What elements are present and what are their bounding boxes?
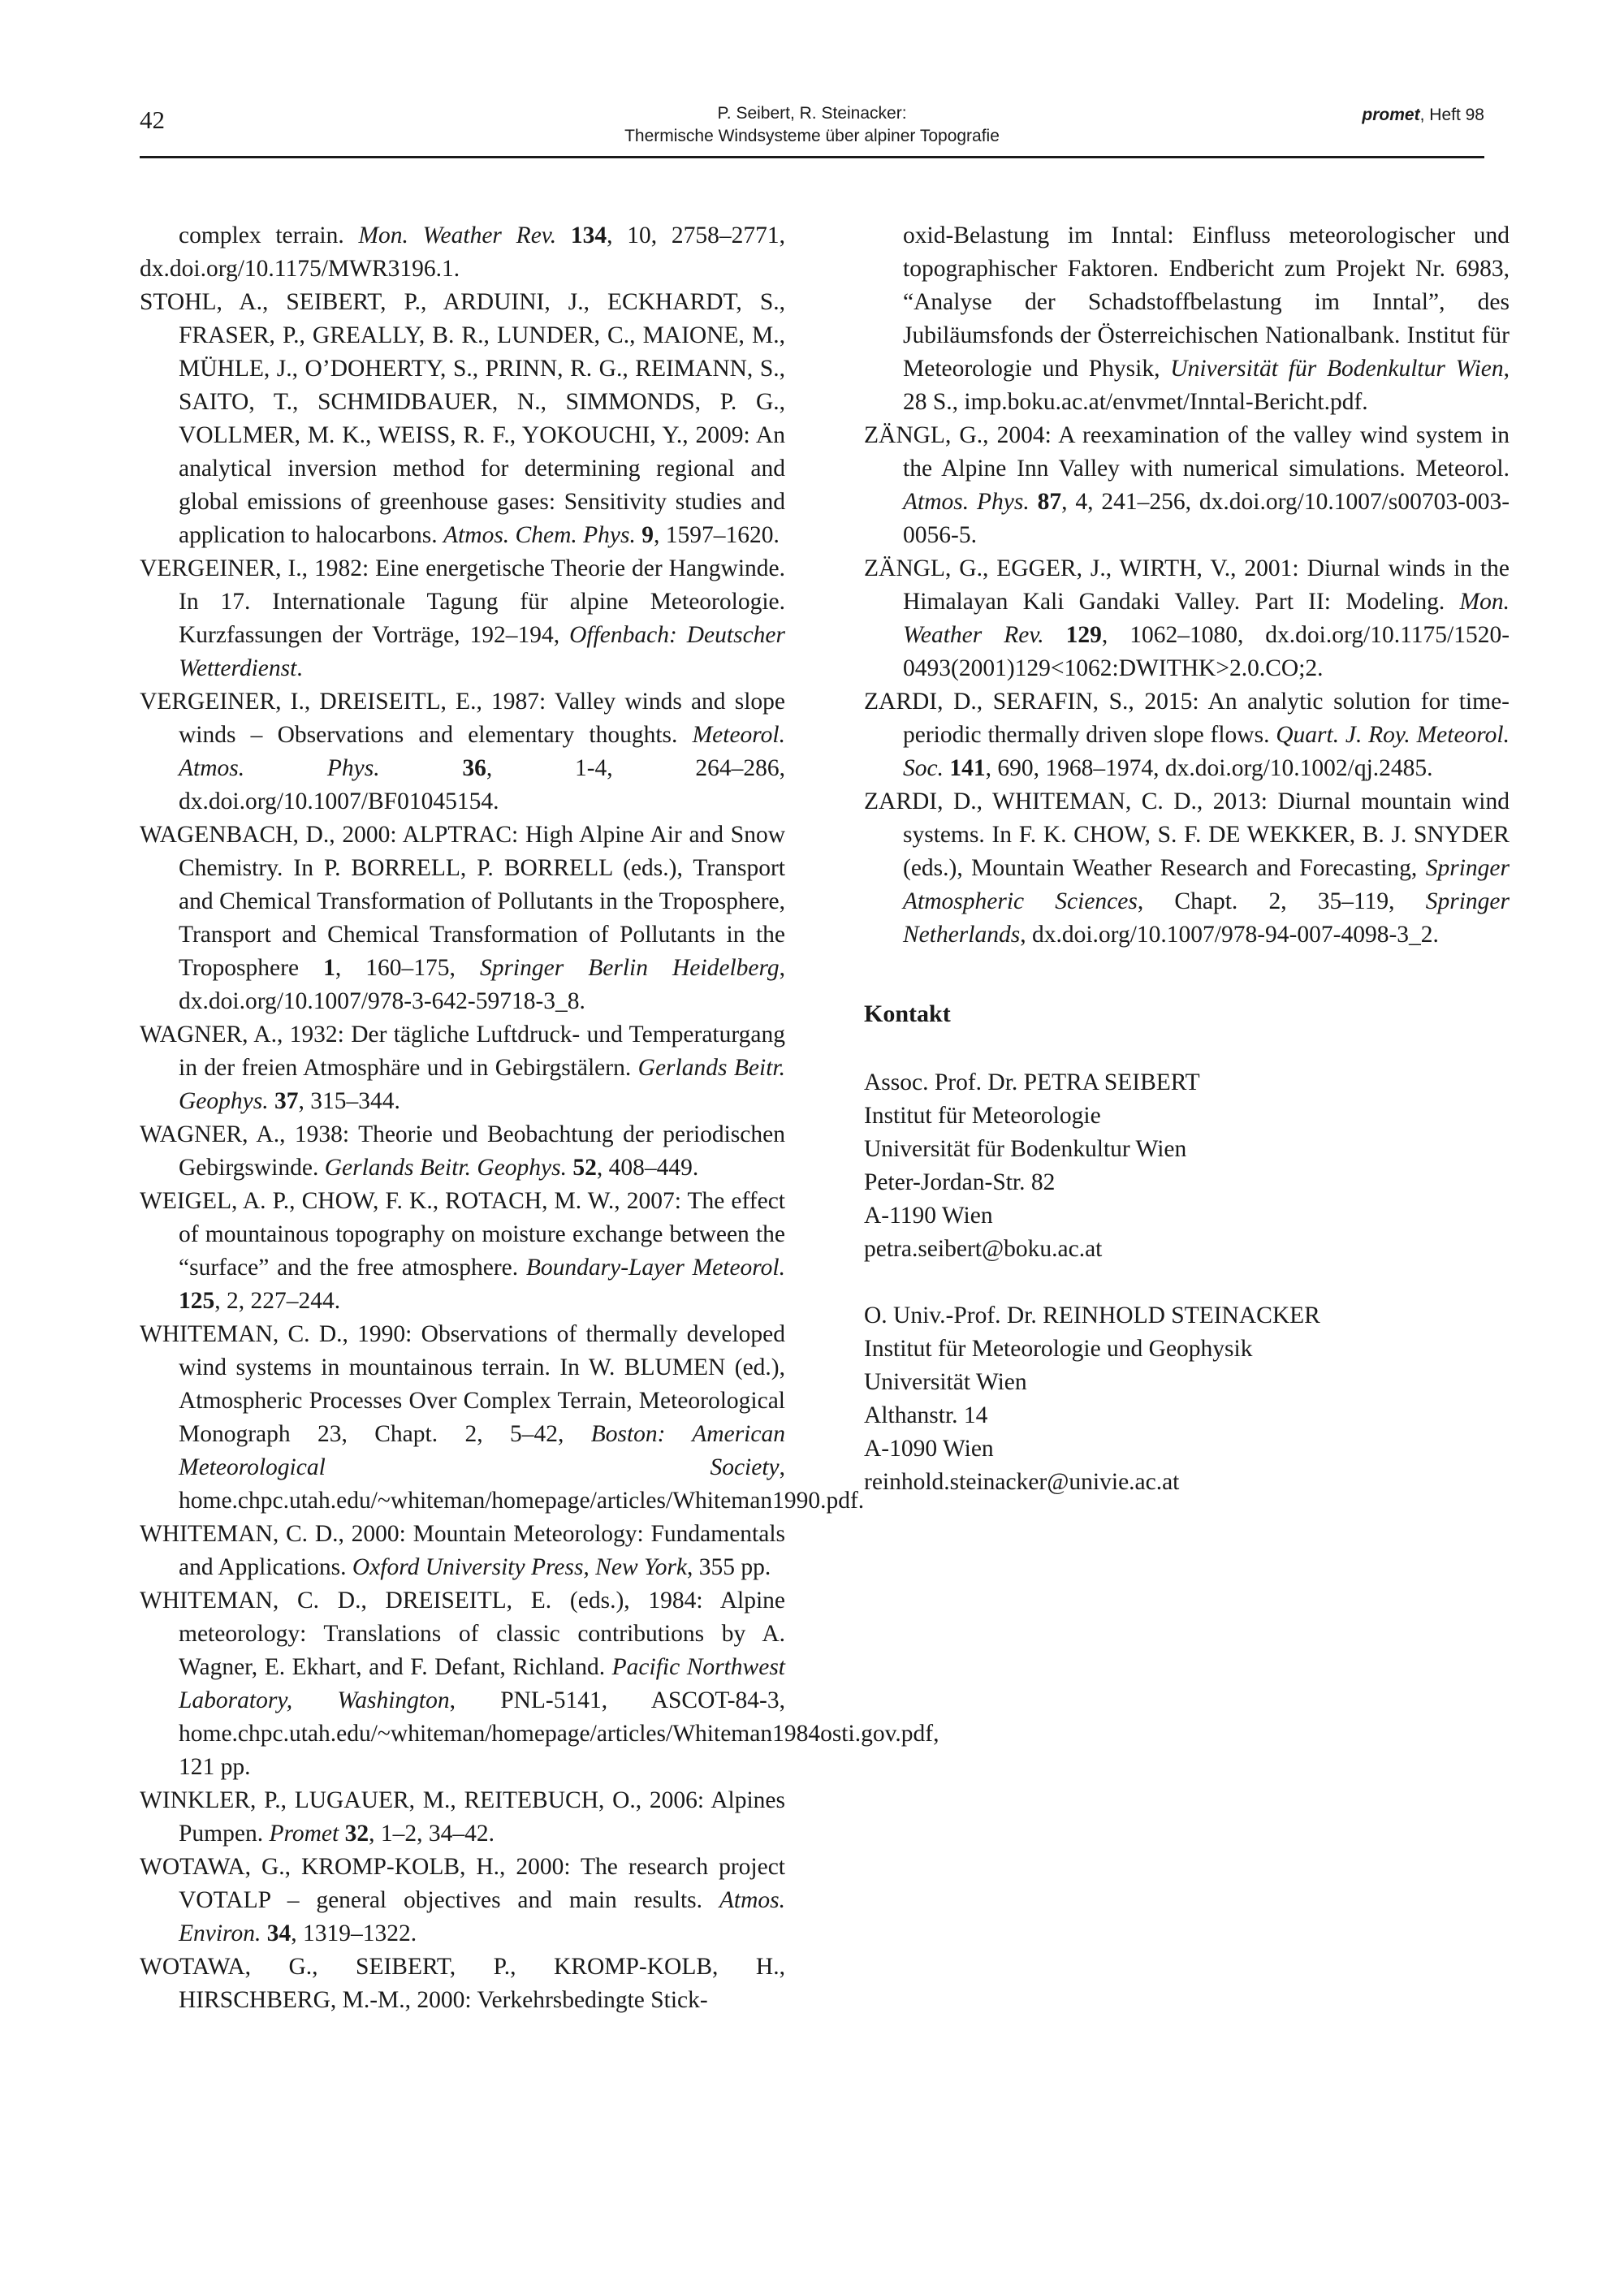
contact-city: A-1090 Wien [864, 1436, 994, 1462]
reference-item: WHITEMAN, C. D., DREISEITL, E. (eds.), 1984: Alpine meteorology: Translations of classic contributions by A. Wagner, E. Ekhart, and F. Defant, Richland. Pacific Northwest Laboratory, Washington, PNL-5141, ASCOT-84-3, home.chpc.utah.edu/~whiteman/homepage/articles/Whiteman1984osti.gov.pdf, 121 pp. [140, 1588, 939, 1780]
contact-person-2 [864, 1299, 1510, 1499]
reference-item: VERGEINER, I., 1982: Eine energetische Theorie der Hangwinde. In 17. Internationale Tagung für alpine Meteorologie. Kurzfassungen der Vorträge, 192–194, Offenbach: Deutscher Wetterdienst. [140, 555, 785, 681]
running-head [140, 102, 1484, 148]
running-head-authors: P. Seibert, R. Steinacker: [717, 104, 907, 123]
journal-issue: , Heft 98 [1419, 106, 1484, 124]
reference-item: STOHL, A., SEIBERT, P., ARDUINI, J., ECKHARDT, S., FRASER, P., GREALLY, B. R., LUNDER, C., MAIONE, M., MÜHLE, J., O’DOHERTY, S., PRINN, R. G., REIMANN, S., SAITO, T., SCHMIDBAUER, N., SIMMONDS, P. G., VOLLMER, M. K., WEISS, R. F., YOKOUCHI, Y., 2009: An analytical inversion method for determining regional and global emissions of greenhouse gases: Sensitivity studies and application to halocarbons. Atmos. Chem. Phys. 9, 1597–1620. [140, 289, 785, 548]
reference-item: WAGENBACH, D., 2000: ALPTRAC: High Alpine Air and Snow Chemistry. In P. BORRELL, P. BORRELL (eds.), Transport and Chemical Transformation of Pollutants in the Troposphere, Transport and Chemical Transformation of Pollutants in the Troposphere 1, 160–175, Springer Berlin Heidelberg, dx.doi.org/10.1007/978-3-642-59718-3_8. [140, 822, 785, 1014]
running-head-title: Thermische Windsysteme über alpiner Topografie [624, 127, 1000, 145]
reference-item: WHITEMAN, C. D., 1990: Observations of thermally developed wind systems in mountainous terrain. In W. BLUMEN (ed.), Atmospheric Processes Over Complex Terrain, Meteorological Monograph 23, Chapt. 2, 5–42, Boston: American Meteorological Society, home.chpc.utah.edu/~whiteman/homepage/articles/Whiteman1990.pdf. [140, 1321, 865, 1514]
contact-street: Althanstr. 14 [864, 1402, 988, 1428]
reference-item: ZÄNGL, G., EGGER, J., WIRTH, V., 2001: Diurnal winds in the Himalayan Kali Gandaki Valley. Part II: Modeling. Mon. Weather Rev. 129, 1062–1080, dx.doi.org/10.1175/1520-0493(2001)129<1062:DWITHK>2.0.CO;2. [864, 555, 1510, 681]
contact-email[interactable]: petra.seibert@boku.ac.at [864, 1236, 1103, 1262]
journal-brand: promet [1362, 106, 1420, 124]
reference-item: VERGEINER, I., DREISEITL, E., 1987: Valley winds and slope winds – Observations and elementary thoughts. Meteorol. Atmos. Phys. 36, 1-4, 264–286, dx.doi.org/10.1007/BF01045154. [140, 689, 786, 814]
page-number: 42 [140, 106, 165, 134]
contact-addresses [864, 1066, 1510, 1499]
contact-university: Universität Wien [864, 1369, 1027, 1395]
contact-street: Peter-Jordan-Str. 82 [864, 1169, 1056, 1195]
reference-item: WHITEMAN, C. D., 2000: Mountain Meteorology: Fundamentals and Applications. Oxford University Press, New York, 355 pp. [140, 1521, 785, 1580]
contact-person-1 [864, 1066, 1510, 1266]
reference-item: WAGNER, A., 1938: Theorie und Beobachtung der periodischen Gebirgswinde. Gerlands Beitr. Geophys. 52, 408–449. [140, 1121, 785, 1181]
reference-item: WINKLER, P., LUGAUER, M., REITEBUCH, O., 2006: Alpines Pumpen. Promet 32, 1–2, 34–42. [140, 1787, 785, 1847]
header-rule [140, 156, 1484, 158]
reference-continued: complex terrain. Mon. Weather Rev. 134, 10, 2758–2771, dx.doi.org/10.1175/MWR3196.1. [140, 222, 785, 282]
contact-city: A-1190 Wien [864, 1203, 993, 1229]
reference-item: WOTAWA, G., SEIBERT, P., KROMP-KOLB, H., HIRSCHBERG, M.-M., 2000: Verkehrsbedingte Stick- [140, 1954, 785, 2013]
contact-name: O. Univ.-Prof. Dr. REINHOLD STEINACKER [864, 1303, 1320, 1328]
journal-label [1362, 106, 1484, 125]
page-header [140, 99, 1484, 164]
contact-heading: Kontakt [864, 1000, 951, 1027]
reference-item: WAGNER, A., 1932: Der tägliche Luftdruck- und Temperaturgang in der freien Atmosphäre und in Gebirgstälern. Gerlands Beitr. Geophys. 37, 315–344. [140, 1022, 785, 1114]
reference-item: ZÄNGL, G., 2004: A reexamination of the valley wind system in the Alpine Inn Valley with numerical simulations. Meteorol. Atmos. Phys. 87, 4, 241–256, dx.doi.org/10.1007/s00703-003-0056-5. [864, 422, 1510, 548]
contact-name: Assoc. Prof. Dr. PETRA SEIBERT [864, 1069, 1200, 1095]
reference-item: ZARDI, D., WHITEMAN, C. D., 2013: Diurnal mountain wind systems. In F. K. CHOW, S. F. DE WEKKER, B. J. SNYDER (eds.), Mountain Weather Research and Forecasting, Springer Atmospheric Sciences, Chapt. 2, 35–119, Springer Netherlands, dx.doi.org/10.1007/978-94-007-4098-3_2. [864, 788, 1510, 948]
reference-item: ZARDI, D., SERAFIN, S., 2015: An analytic solution for time-periodic thermally driven slope flows. Quart. J. Roy. Meteorol. Soc. 141, 690, 1968–1974, dx.doi.org/10.1002/qj.2485. [864, 689, 1510, 781]
contact-institute: Institut für Meteorologie und Geophysik [864, 1336, 1253, 1362]
reference-continued: oxid-Belastung im Inntal: Einfluss meteorologischer und topographischer Faktoren. Endbericht zum Projekt Nr. 6983, “Analyse der Schadstoffbelastung im Inntal”, des Jubiläumsfonds der Österreichischen Nationalbank. Institut für Meteorologie und Physik, Universität für Bodenkultur Wien, 28 S., imp.boku.ac.at/envmet/Inntal-Bericht.pdf. [903, 222, 1510, 415]
right-column [864, 219, 1510, 1499]
reference-item: WEIGEL, A. P., CHOW, F. K., ROTACH, M. W., 2007: The effect of mountainous topography on moisture exchange between the “surface” and the free atmosphere. Boundary-Layer Meteorol. 125, 2, 227–244. [140, 1188, 786, 1314]
reference-item: WOTAWA, G., KROMP-KOLB, H., 2000: The research project VOTALP – general objectives and main results. Atmos. Environ. 34, 1319–1322. [140, 1854, 785, 1946]
contact-university: Universität für Bodenkultur Wien [864, 1136, 1187, 1162]
contact-email[interactable]: reinhold.steinacker@univie.ac.at [864, 1469, 1180, 1495]
contact-institute: Institut für Meteorologie [864, 1103, 1101, 1129]
